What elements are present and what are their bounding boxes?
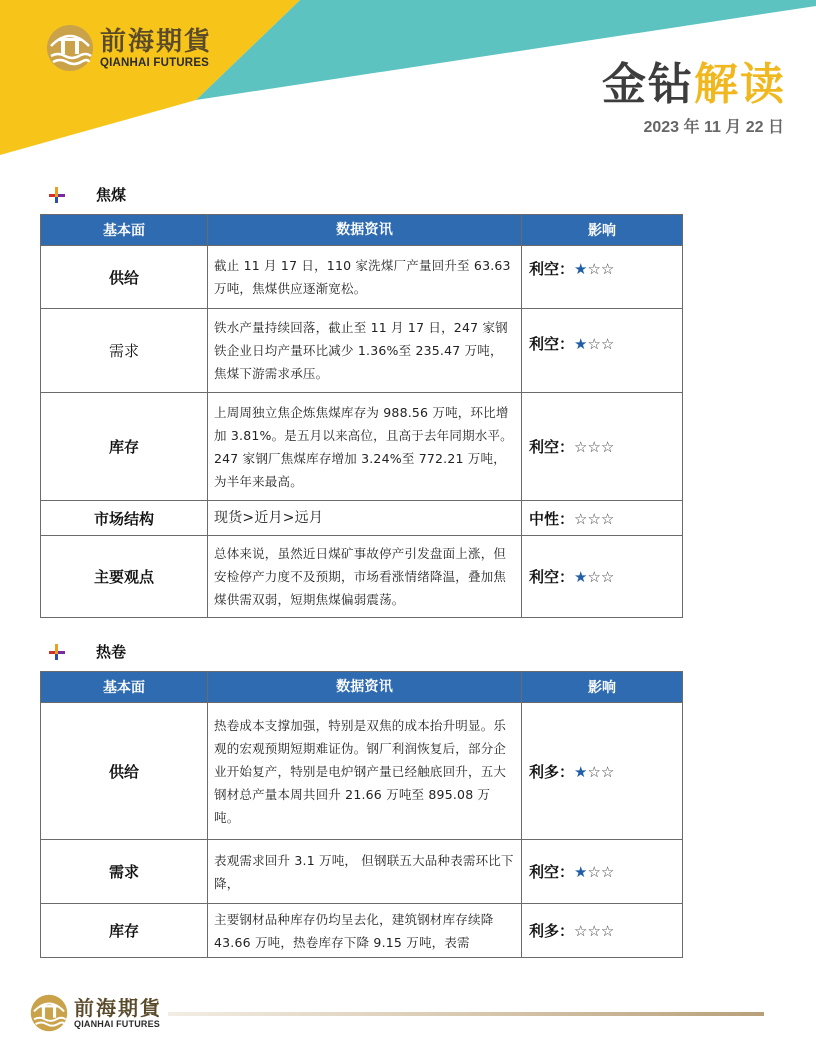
table-row bbox=[41, 393, 683, 501]
table-row bbox=[41, 501, 683, 536]
factor-cell: 库存 bbox=[41, 393, 208, 501]
header-impact: 影响 bbox=[522, 672, 683, 703]
impact-label: 利空： bbox=[529, 568, 575, 586]
table-header-row bbox=[41, 672, 683, 703]
info-cell: 上周周独立焦企炼焦煤库存为 988.56 万吨，环比增加 3.81%。是五月以来高位，且高于去年同期水平。247 家钢厂焦煤库存增加 3.24%至 772.21 万吨，为半年来最高。 bbox=[208, 393, 522, 501]
table-header-row bbox=[41, 215, 683, 246]
report-date: 2023 年 11 月 22 日 bbox=[643, 119, 784, 136]
info-cell: 主要钢材品种库存仍均呈去化，建筑钢材库存续降 43.66 万吨，热卷库存下降 9.15 万吨，表需 bbox=[208, 904, 522, 958]
section-bullet-icon bbox=[48, 643, 66, 661]
table-row bbox=[41, 246, 683, 309]
company-logo bbox=[46, 24, 212, 72]
star-filled-icon: ★ bbox=[574, 335, 588, 353]
star-empty-icon: ☆☆ bbox=[587, 863, 615, 881]
header-impact: 影响 bbox=[522, 215, 683, 246]
coking-coal-table bbox=[40, 214, 683, 618]
table-row bbox=[41, 904, 683, 958]
factor-cell: 库存 bbox=[41, 904, 208, 958]
footer-logo-chinese-name: 前海期貨 bbox=[74, 995, 162, 1020]
section-title-hot-rolled-coil bbox=[48, 641, 126, 662]
header-data-info: 数据资讯 bbox=[208, 215, 522, 246]
table-row bbox=[41, 536, 683, 618]
impact-cell bbox=[522, 840, 683, 904]
header-fundamentals: 基本面 bbox=[41, 215, 208, 246]
info-cell: 表观需求回升 3.1 万吨， 但钢联五大品种表需环比下降， bbox=[208, 840, 522, 904]
impact-label: 利空： bbox=[529, 438, 575, 456]
factor-cell: 市场结构 bbox=[41, 501, 208, 536]
table-row bbox=[41, 703, 683, 840]
section-bullet-icon bbox=[48, 186, 66, 204]
brand-part-2: 解读 bbox=[694, 59, 786, 110]
impact-label: 利空： bbox=[529, 863, 575, 881]
factor-cell: 供给 bbox=[41, 703, 208, 840]
table-row bbox=[41, 840, 683, 904]
section-title-coking-coal bbox=[48, 184, 126, 205]
header-fundamentals: 基本面 bbox=[41, 672, 208, 703]
info-cell: 截止 11 月 17 日，110 家洗煤厂产量回升至 63.63 万吨，焦煤供应逐渐宽松。 bbox=[208, 246, 522, 309]
star-empty-icon: ☆☆ bbox=[587, 260, 615, 278]
impact-cell bbox=[522, 309, 683, 393]
impact-label: 利多： bbox=[529, 922, 575, 940]
factor-cell: 主要观点 bbox=[41, 536, 208, 618]
logo-mark-icon bbox=[46, 24, 94, 72]
info-cell: 热卷成本支撑加强，特别是双焦的成本抬升明显。乐观的宏观预期短期难证伪。钢厂利润恢复后，部分企业开始复产，特别是电炉钢产量已经触底回升，五大钢材总产量本周共回升 21.66 万吨至 895.08 万吨。 bbox=[208, 703, 522, 840]
impact-cell bbox=[522, 904, 683, 958]
star-empty-icon: ☆☆ bbox=[587, 335, 615, 353]
star-empty-icon: ☆☆☆ bbox=[574, 922, 615, 940]
star-filled-icon: ★ bbox=[574, 568, 588, 586]
footer-logo bbox=[30, 994, 162, 1032]
hot-rolled-coil-table bbox=[40, 671, 683, 958]
impact-cell bbox=[522, 246, 683, 309]
star-empty-icon: ☆☆ bbox=[587, 568, 615, 586]
star-empty-icon: ☆☆ bbox=[587, 762, 615, 781]
factor-cell: 需求 bbox=[41, 840, 208, 904]
table-row bbox=[41, 309, 683, 393]
impact-label: 利空： bbox=[529, 260, 575, 278]
footer-logo-english-name: QIANHAI FUTURES bbox=[74, 1018, 160, 1029]
star-empty-icon: ☆☆☆ bbox=[574, 509, 615, 528]
header-data-info: 数据资讯 bbox=[208, 672, 522, 703]
star-empty-icon: ☆☆☆ bbox=[574, 438, 615, 456]
impact-cell bbox=[522, 501, 683, 536]
logo-mark-icon bbox=[30, 994, 68, 1032]
star-filled-icon: ★ bbox=[574, 863, 588, 881]
impact-cell bbox=[522, 393, 683, 501]
section-title-text: 热卷 bbox=[96, 643, 127, 661]
impact-label: 利多： bbox=[529, 762, 575, 781]
impact-label: 中性： bbox=[529, 509, 575, 528]
impact-label: 利空： bbox=[529, 335, 575, 353]
report-brand-title bbox=[602, 48, 786, 112]
star-filled-icon: ★ bbox=[574, 260, 588, 278]
section-title-text: 焦煤 bbox=[96, 186, 127, 204]
footer-divider bbox=[168, 1012, 764, 1016]
info-cell: 现货>近月>远月 bbox=[208, 501, 522, 536]
info-cell: 总体来说，虽然近日煤矿事故停产引发盘面上涨，但安检停产力度不及预期，市场看涨情绪降温，叠加焦煤供需双弱，短期焦煤偏弱震荡。 bbox=[208, 536, 522, 618]
logo-chinese-name: 前海期貨 bbox=[100, 26, 213, 57]
impact-cell bbox=[522, 536, 683, 618]
brand-part-1: 金钻 bbox=[602, 59, 694, 110]
star-filled-icon: ★ bbox=[574, 762, 588, 781]
impact-cell bbox=[522, 703, 683, 840]
info-cell: 铁水产量持续回落，截止至 11 月 17 日，247 家钢铁企业日均产量环比减少 1.36%至 235.47 万吨，焦煤下游需求承压。 bbox=[208, 309, 522, 393]
logo-english-name: QIANHAI FUTURES bbox=[100, 56, 210, 69]
factor-cell: 需求 bbox=[41, 309, 208, 393]
factor-cell: 供给 bbox=[41, 246, 208, 309]
